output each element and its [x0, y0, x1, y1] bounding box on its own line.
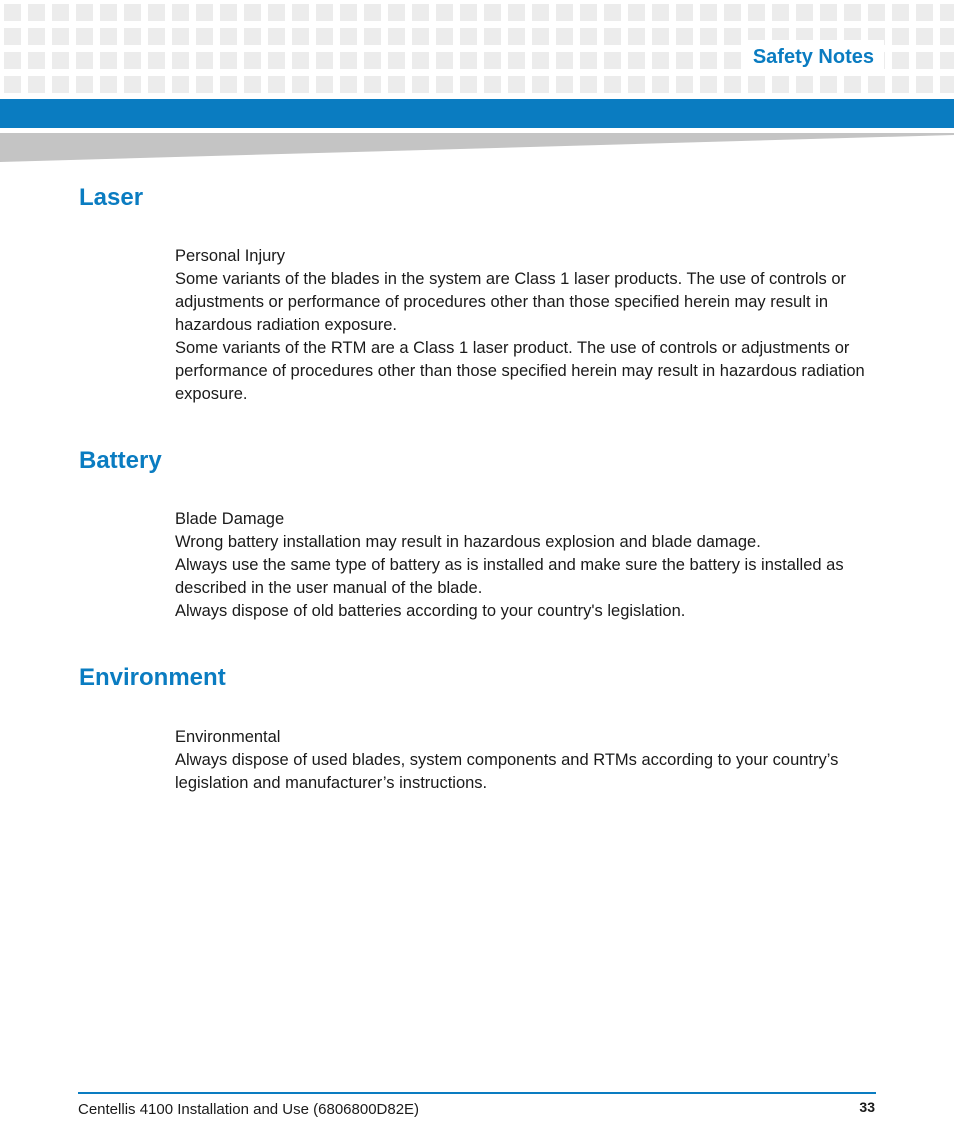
header-gray-wedge: [0, 133, 954, 162]
section-body-battery: [175, 508, 875, 623]
footer-rule: [78, 1092, 876, 1094]
section-title-battery: Battery: [79, 447, 162, 474]
warning-label: Environmental: [175, 728, 281, 746]
paragraph: Some variants of the RTM are a Class 1 laser product. The use of controls or adjustments or performance of procedures other than those specified herein may result in hazardous radiation exposure.: [175, 339, 865, 403]
section-body-environment: [175, 726, 875, 795]
paragraph: Wrong battery installation may result in hazardous explosion and blade damage.: [175, 533, 761, 551]
section-title-environment: Environment: [79, 664, 226, 691]
footer-doc-title: Centellis 4100 Installation and Use (6806800D82E): [78, 1101, 420, 1118]
page-number: 33: [859, 1099, 875, 1115]
section-title-laser: Laser: [79, 184, 144, 211]
paragraph: Always use the same type of battery as is installed and make sure the battery is installed as described in the user manual of the blade.: [175, 556, 844, 597]
header-title-area: [743, 40, 884, 74]
warning-label: Personal Injury: [175, 247, 286, 265]
header-blue-bar: [0, 99, 954, 128]
header-title: Safety Notes: [752, 45, 874, 68]
section-body-laser: [175, 245, 875, 406]
paragraph: Always dispose of old batteries according to your country's legislation.: [175, 602, 686, 620]
paragraph: Some variants of the blades in the system are Class 1 laser products. The use of controls or adjustments or performance of procedures other than those specified herein may result in hazardous radiation exposure.: [175, 270, 847, 334]
paragraph: Always dispose of used blades, system components and RTMs according to your country’s legislation and manufacturer’s instructions.: [175, 751, 839, 792]
warning-label: Blade Damage: [175, 510, 285, 528]
